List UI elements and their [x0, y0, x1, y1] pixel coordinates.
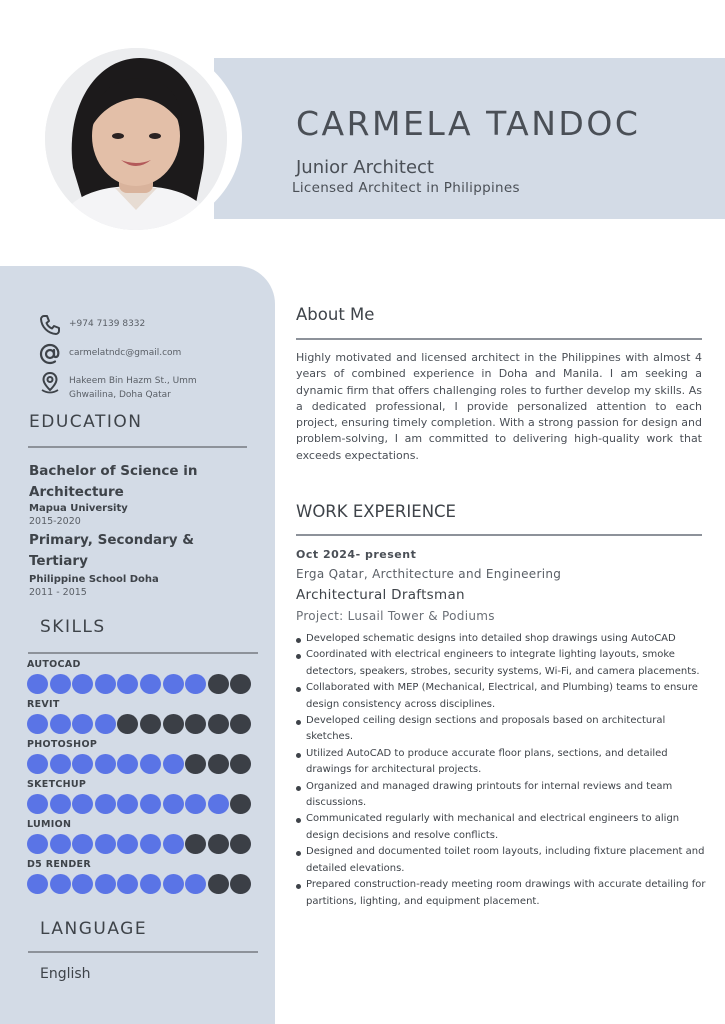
job-title: Junior Architect: [296, 157, 434, 178]
skill-dot-filled: [50, 674, 71, 694]
work-company: Erga Qatar, Arcthitecture and Engineering: [296, 567, 562, 581]
skill-row: [27, 659, 251, 694]
education-years: 2015-2020: [29, 516, 81, 527]
skill-dot-empty: [230, 794, 251, 814]
skill-dot-filled: [27, 874, 48, 894]
education-heading: EDUCATION: [29, 412, 143, 432]
skill-dot-empty: [208, 754, 229, 774]
skill-row: [27, 779, 251, 814]
skill-dot-empty: [185, 754, 206, 774]
skill-dot-filled: [163, 794, 184, 814]
skill-dot-filled: [185, 794, 206, 814]
work-bullet: Designed and documented toilet room layouts, including fixture placement and detailed elevations.: [306, 844, 714, 877]
skill-name: AUTOCAD: [27, 659, 81, 670]
email-text: carmelatndc@gmail.com: [69, 348, 182, 358]
skill-dot-empty: [208, 834, 229, 854]
phone-icon: [38, 313, 62, 337]
skill-dot-empty: [230, 754, 251, 774]
skill-dot-filled: [72, 754, 93, 774]
skill-dot-filled: [185, 674, 206, 694]
skill-level-dots: [27, 794, 251, 814]
skill-dot-filled: [163, 874, 184, 894]
skill-name: LUMION: [27, 819, 72, 830]
education-degree: Bachelor of Science in: [29, 463, 198, 479]
education-school: Philippine School Doha: [29, 574, 159, 585]
skill-dot-filled: [72, 834, 93, 854]
address-line-2: Ghwailina, Doha Qatar: [69, 390, 171, 400]
skill-dot-filled: [140, 834, 161, 854]
skill-dot-empty: [185, 834, 206, 854]
skill-level-dots: [27, 754, 251, 774]
skill-dot-filled: [50, 794, 71, 814]
work-bullet: Coordinated with electrical engineers to integrate lighting layouts, smoke detectors, speakers, strobes, security systems, Wi-Fi, and camera placements.: [306, 647, 714, 680]
location-pin-icon: [38, 371, 62, 395]
skill-dot-filled: [95, 754, 116, 774]
language-item: English: [40, 966, 91, 982]
education-school: Mapua University: [29, 503, 128, 514]
skill-dot-filled: [163, 754, 184, 774]
skill-dot-filled: [117, 874, 138, 894]
education-degree: Primary, Secondary &: [29, 532, 195, 548]
work-bullet: Developed ceiling design sections and proposals based on architectural sketches.: [306, 713, 714, 746]
at-sign-icon: [38, 342, 62, 366]
language-heading: LANGUAGE: [40, 919, 148, 939]
skill-dot-empty: [208, 874, 229, 894]
skill-name: PHOTOSHOP: [27, 739, 98, 750]
education-degree: Architecture: [29, 484, 124, 500]
skill-dot-filled: [95, 834, 116, 854]
skill-dot-filled: [95, 674, 116, 694]
skill-level-dots: [27, 834, 251, 854]
skill-dot-filled: [140, 674, 161, 694]
skill-level-dots: [27, 674, 251, 694]
skill-name: SKETCHUP: [27, 779, 87, 790]
portrait-image: [45, 48, 227, 230]
job-subtitle: Licensed Architect in Philippines: [292, 180, 520, 196]
skill-dot-filled: [117, 794, 138, 814]
work-bullet: Communicated regularly with mechanical and electrical engineers to align design decisions and resolve conflicts.: [306, 811, 714, 844]
skill-dot-empty: [185, 714, 206, 734]
skill-dot-filled: [72, 714, 93, 734]
skill-row: [27, 819, 251, 854]
skill-dot-filled: [185, 874, 206, 894]
skill-dot-filled: [72, 674, 93, 694]
skill-dot-filled: [117, 754, 138, 774]
skill-dot-filled: [50, 874, 71, 894]
work-bullet: Developed schematic designs into detailed shop drawings using AutoCAD: [306, 631, 714, 647]
skill-dot-empty: [140, 714, 161, 734]
skill-dot-filled: [140, 874, 161, 894]
skill-dot-filled: [50, 754, 71, 774]
skill-row: [27, 859, 251, 894]
skill-dot-filled: [208, 794, 229, 814]
skill-row: [27, 699, 251, 734]
skill-dot-filled: [95, 794, 116, 814]
skill-dot-filled: [27, 714, 48, 734]
contact-address: [38, 371, 197, 402]
work-divider: [296, 534, 702, 536]
address-line-1: Hakeem Bin Hazm St., Umm: [69, 376, 197, 386]
work-bullet: Organized and managed drawing printouts for internal reviews and team discussions.: [306, 779, 714, 812]
skill-dot-empty: [117, 714, 138, 734]
work-bullet: Utilized AutoCAD to produce accurate floor plans, sections, and detailed drawings for architectural projects.: [306, 746, 714, 779]
skill-dot-empty: [208, 674, 229, 694]
profile-photo: [45, 48, 227, 230]
work-bullet: Prepared construction-ready meeting room drawings with accurate detailing for partitions, lighting, and equipment placement.: [306, 877, 714, 910]
skill-dot-empty: [230, 874, 251, 894]
skill-row: [27, 739, 251, 774]
contact-phone: [38, 313, 145, 337]
education-entry: [29, 461, 264, 527]
skill-dot-filled: [163, 674, 184, 694]
candidate-name: CARMELA TANDOC: [296, 104, 641, 143]
contact-email: [38, 342, 181, 366]
skill-dot-filled: [72, 874, 93, 894]
language-divider: [28, 951, 258, 953]
about-heading: About Me: [296, 305, 375, 324]
skill-dot-filled: [27, 754, 48, 774]
skill-dot-filled: [163, 834, 184, 854]
skill-dot-filled: [140, 754, 161, 774]
phone-text: +974 7139 8332: [69, 319, 146, 329]
work-bullet: Collaborated with MEP (Mechanical, Electrical, and Plumbing) teams to ensure design consistency across disciplines.: [306, 680, 714, 713]
work-heading: WORK EXPERIENCE: [296, 502, 456, 521]
skill-name: D5 RENDER: [27, 859, 91, 870]
education-entry: [29, 530, 264, 598]
work-role: Architectural Draftsman: [296, 587, 465, 603]
education-years: 2011 - 2015: [29, 587, 87, 598]
work-date: Oct 2024- present: [296, 548, 417, 561]
education-degree: Tertiary: [29, 553, 88, 569]
skill-dot-filled: [117, 674, 138, 694]
skill-dot-filled: [72, 794, 93, 814]
skill-dot-filled: [95, 874, 116, 894]
education-divider: [28, 446, 247, 448]
skill-dot-empty: [163, 714, 184, 734]
skill-dot-filled: [50, 714, 71, 734]
skill-dot-filled: [27, 794, 48, 814]
work-bullets: [294, 631, 714, 910]
skill-dot-empty: [230, 714, 251, 734]
skill-dot-filled: [27, 674, 48, 694]
skill-dot-filled: [140, 794, 161, 814]
work-project: Project: Lusail Tower & Podiums: [296, 609, 495, 623]
skills-divider: [28, 652, 258, 654]
skills-heading: SKILLS: [40, 617, 106, 637]
skill-level-dots: [27, 714, 251, 734]
skill-level-dots: [27, 874, 251, 894]
skill-dot-filled: [117, 834, 138, 854]
skill-name: REVIT: [27, 699, 60, 710]
skill-dot-empty: [230, 674, 251, 694]
skill-dot-empty: [208, 714, 229, 734]
about-text: Highly motivated and licensed architect in the Philippines with almost 4 years of combined experience in Doha and Manila. I am seeking a dynamic firm that offers challenging roles to further develop my skills. As a dedicated professional, I provide personalized attention to each project, ensuring timely completion. With a strong passion for design and problem-solving, I am committed to delivering high-quality work that exceeds expectations.: [296, 351, 702, 462]
skill-dot-filled: [50, 834, 71, 854]
about-divider: [296, 338, 702, 340]
skill-dot-empty: [230, 834, 251, 854]
skill-dot-filled: [95, 714, 116, 734]
skill-dot-filled: [27, 834, 48, 854]
